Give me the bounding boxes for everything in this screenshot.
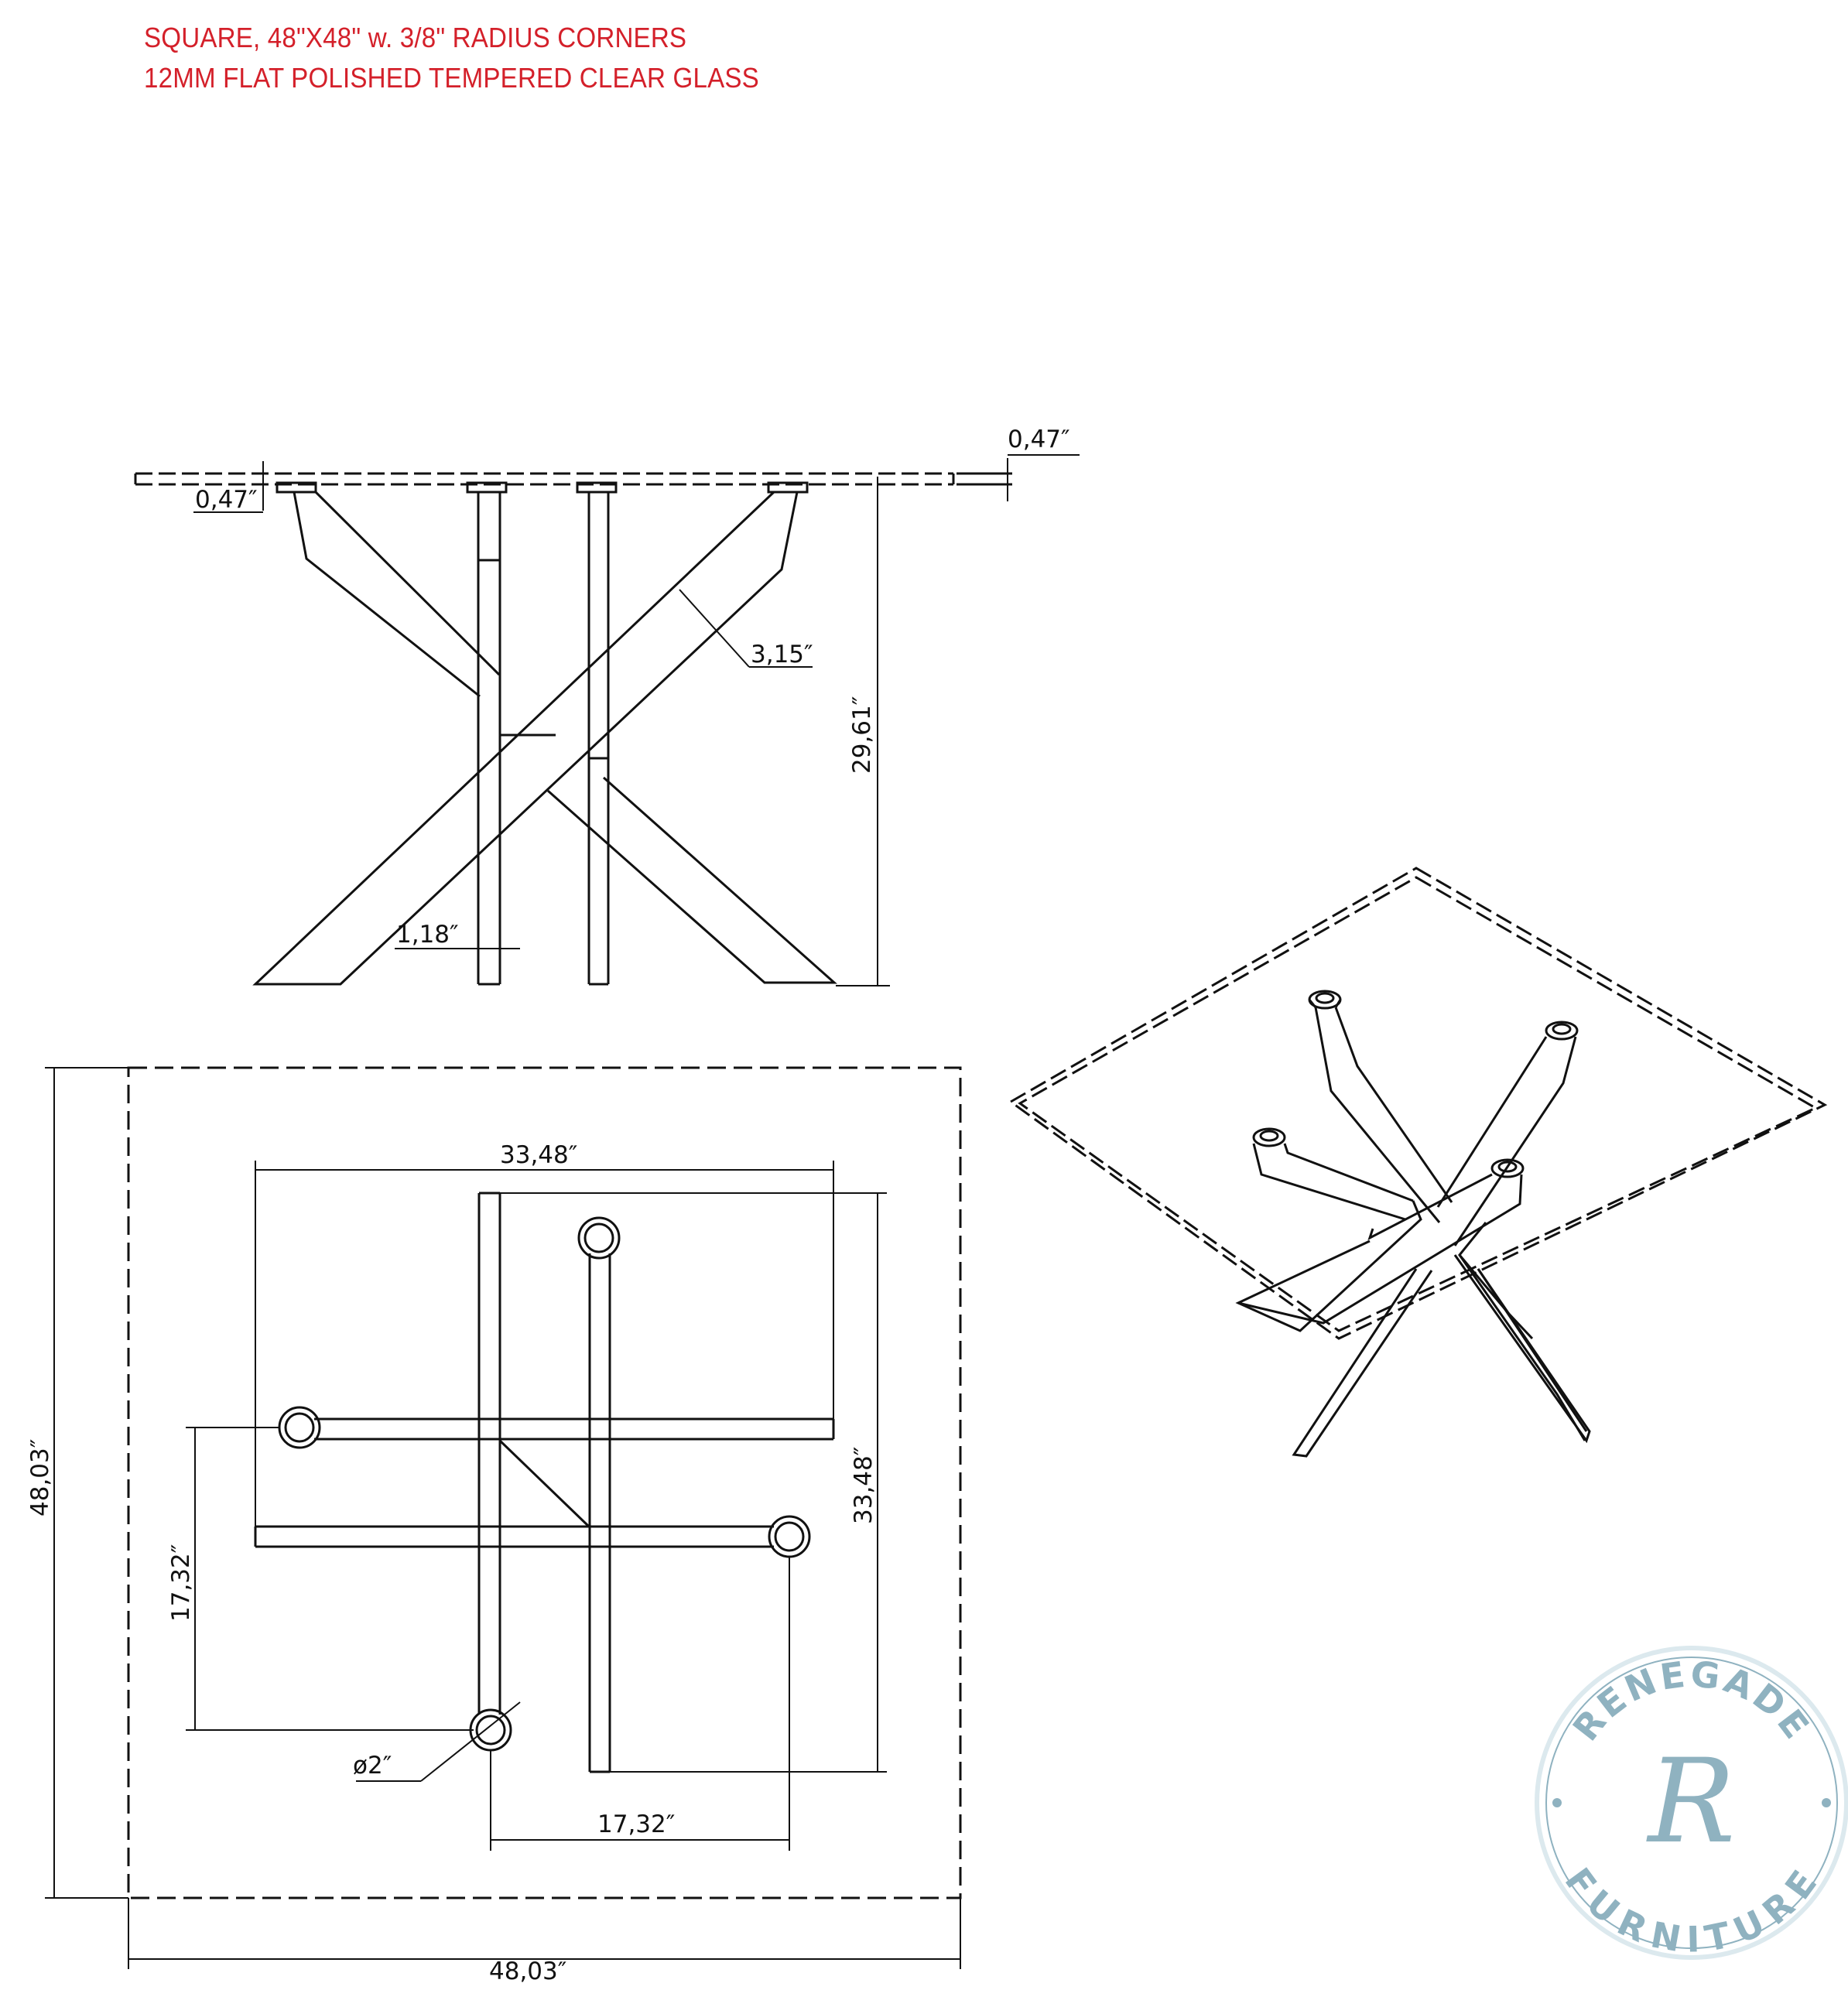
leg-diagonal-back — [294, 492, 834, 983]
logo-monogram: R — [1648, 1735, 1736, 1869]
dim-height: 29,61″ — [848, 696, 876, 774]
dim-frame-width: 33,48″ — [500, 1141, 578, 1169]
dim-offset-vertical: 17,32″ — [167, 1544, 195, 1622]
renegade-furniture-logo — [1537, 1648, 1846, 1961]
bar-horizontal-lower — [255, 1527, 774, 1547]
bar-vertical-left — [479, 1193, 500, 1715]
brace-diagonal — [500, 1441, 588, 1526]
dim-glass-thickness-right: 0,47″ — [1008, 426, 1070, 453]
dim-glass-thickness-left: 0,47″ — [195, 486, 258, 514]
dim-overall-width: 48,03″ — [489, 1958, 567, 1985]
glass-top-isometric — [1011, 868, 1825, 1339]
iso-leg-top-left — [1309, 991, 1590, 1441]
logo-text-top: RENEGADE — [1564, 1652, 1819, 1749]
dim-leg-width: 3,15″ — [751, 641, 813, 668]
elevation-view — [135, 455, 1080, 986]
glass-spec-material: 12MM FLAT POLISHED TEMPERED CLEAR GLASS — [144, 62, 759, 94]
dim-foot-diameter: ø2″ — [353, 1752, 392, 1780]
isometric-view — [1011, 868, 1825, 1456]
post-right — [589, 492, 608, 984]
glass-top-elevation — [135, 474, 953, 484]
elev-dimension-lines — [193, 455, 1080, 986]
bar-vertical-right — [590, 1253, 610, 1772]
iso-leg-left — [1238, 1129, 1421, 1331]
dim-frame-height: 33,48″ — [850, 1446, 878, 1524]
dim-post-width: 1,18″ — [396, 921, 459, 949]
post-left — [478, 492, 500, 984]
leg-diagonal-front — [255, 492, 797, 984]
plan-view — [45, 1068, 960, 1969]
logo-dot-right — [1822, 1798, 1831, 1807]
logo-text-bottom: FURNITURE — [1556, 1860, 1827, 1961]
dim-offset-horizontal: 17,32″ — [597, 1810, 676, 1838]
glass-spec-size: SQUARE, 48"X48" w. 3/8" RADIUS CORNERS — [144, 22, 687, 53]
dim-overall-height: 48,03″ — [26, 1438, 54, 1516]
bar-horizontal-upper — [314, 1419, 833, 1439]
plan-dimension-lines — [45, 1068, 960, 1969]
logo-dot-left — [1552, 1798, 1562, 1807]
